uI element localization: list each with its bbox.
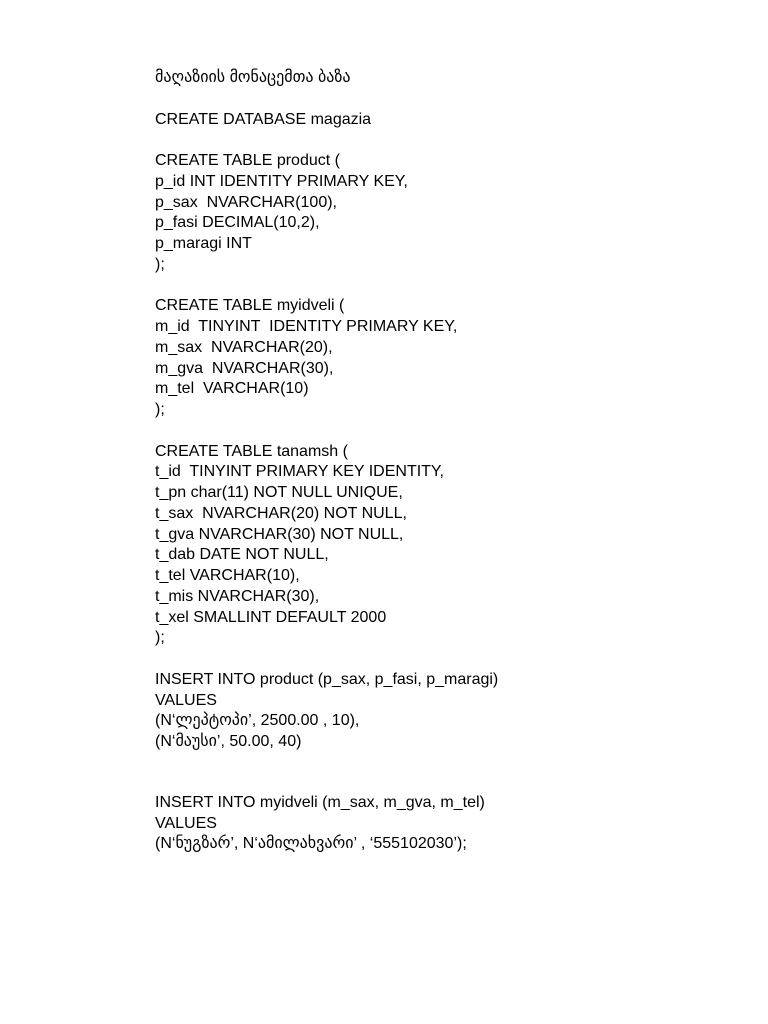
spacer	[155, 89, 745, 110]
spacer	[155, 276, 745, 297]
insert-myidveli-block	[155, 793, 745, 855]
code-line: (N‘ლეპტოპი’, 2500.00 , 10),	[155, 712, 360, 730]
code-line: t_id TINYINT PRIMARY KEY IDENTITY,	[155, 463, 444, 481]
spacer	[155, 421, 745, 442]
code-line: t_tel VARCHAR(10),	[155, 567, 300, 584]
code-line: t_dab DATE NOT NULL,	[155, 546, 329, 564]
spacer	[155, 753, 745, 793]
code-line: m_gva NVARCHAR(30),	[155, 359, 334, 377]
code-line: CREATE TABLE product (	[155, 152, 340, 169]
document-body	[155, 68, 745, 855]
code-line: t_pn char(11) NOT NULL UNIQUE,	[155, 484, 403, 501]
spacer	[155, 130, 745, 151]
code-line: t_gva NVARCHAR(30) NOT NULL,	[155, 525, 404, 543]
code-line: p_maragi INT	[155, 235, 252, 252]
code-line: INSERT INTO myidveli (m_sax, m_gva, m_tel)	[155, 793, 485, 811]
create-table-myidveli-block	[155, 296, 745, 421]
code-line: m_tel VARCHAR(10)	[155, 380, 309, 398]
code-line: );	[155, 255, 165, 273]
spacer	[155, 649, 745, 670]
code-line: t_sax NVARCHAR(20) NOT NULL,	[155, 504, 407, 522]
code-line: CREATE TABLE tanamsh (	[155, 442, 348, 460]
code-line: p_fasi DECIMAL(10,2),	[155, 214, 320, 232]
code-line: VALUES	[155, 691, 217, 709]
code-line: t_mis NVARCHAR(30),	[155, 587, 320, 605]
insert-product-block	[155, 670, 745, 753]
code-line: p_id INT IDENTITY PRIMARY KEY,	[155, 172, 408, 190]
code-line: m_id TINYINT IDENTITY PRIMARY KEY,	[155, 318, 458, 335]
code-line: m_sax NVARCHAR(20),	[155, 338, 333, 356]
create-database-line: CREATE DATABASE magazia	[155, 110, 372, 128]
code-line: t_xel SMALLINT DEFAULT 2000	[155, 608, 387, 626]
code-line: (N‘მაუსი’, 50.00, 40)	[155, 733, 302, 750]
code-line: INSERT INTO product (p_sax, p_fasi, p_maragi)	[155, 670, 499, 688]
create-table-tanamsh-block	[155, 442, 745, 650]
code-line: );	[155, 629, 165, 647]
code-line: VALUES	[155, 814, 217, 832]
code-line: );	[155, 401, 165, 418]
create-table-product-block	[155, 151, 745, 276]
code-line: CREATE TABLE myidveli (	[155, 297, 345, 315]
code-line: (N‘ნუგზარ’, N‘ამილახვარი’ , ‘555102030’);	[155, 835, 467, 853]
code-line: p_sax NVARCHAR(100),	[155, 193, 337, 211]
document-title: მაღაზიის მონაცემთა ბაზა	[155, 69, 351, 86]
